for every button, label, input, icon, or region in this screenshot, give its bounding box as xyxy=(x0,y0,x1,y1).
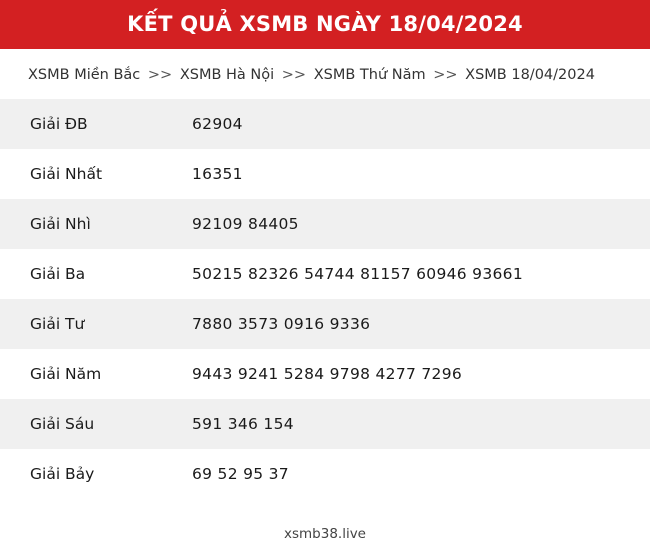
prize-numbers: 62904 xyxy=(190,99,650,149)
breadcrumb-separator: >> xyxy=(147,67,173,83)
table-row xyxy=(0,449,650,499)
breadcrumb-item-3[interactable]: XSMB 18/04/2024 xyxy=(465,67,595,83)
lottery-results-table xyxy=(0,99,650,499)
table-row xyxy=(0,249,650,299)
breadcrumb-item-0[interactable]: XSMB Miền Bắc xyxy=(28,67,141,83)
table-row xyxy=(0,149,650,199)
breadcrumb-item-2[interactable]: XSMB Thứ Năm xyxy=(313,67,426,83)
breadcrumb-item-1[interactable]: XSMB Hà Nội xyxy=(179,67,275,83)
prize-label: Giải Bảy xyxy=(30,465,95,483)
prize-label: Giải Nhì xyxy=(0,199,190,249)
breadcrumb-separator: >> xyxy=(433,67,458,83)
prize-numbers: 7880 3573 0916 9336 xyxy=(190,299,650,349)
prize-numbers: 92109 84405 xyxy=(190,199,650,249)
footer-site-name: xsmb38.live xyxy=(283,526,366,542)
table-row xyxy=(0,199,650,249)
breadcrumb xyxy=(0,49,650,99)
breadcrumb-separator: >> xyxy=(281,67,307,83)
prize-label: Giải Sáu xyxy=(0,399,190,449)
prize-numbers: 69 52 95 37 xyxy=(192,465,289,483)
table-row xyxy=(0,299,650,349)
page-title: KẾT QUẢ XSMB NGÀY 18/04/2024 xyxy=(0,0,650,49)
prize-numbers: 50215 82326 54744 81157 60946 93661 xyxy=(192,265,523,283)
table-row xyxy=(0,99,650,149)
prize-label: Giải Tư xyxy=(0,299,190,349)
prize-label: Giải ĐB xyxy=(0,99,190,149)
prize-label: Giải Ba xyxy=(30,265,86,283)
prize-numbers: 9443 9241 5284 9798 4277 7296 xyxy=(192,365,463,383)
prize-numbers: 591 346 154 xyxy=(190,399,650,449)
table-row xyxy=(0,399,650,449)
prize-numbers: 16351 xyxy=(192,165,243,183)
prize-label: Giải Năm xyxy=(30,365,102,383)
table-row xyxy=(0,349,650,399)
prize-label: Giải Nhất xyxy=(30,165,103,183)
